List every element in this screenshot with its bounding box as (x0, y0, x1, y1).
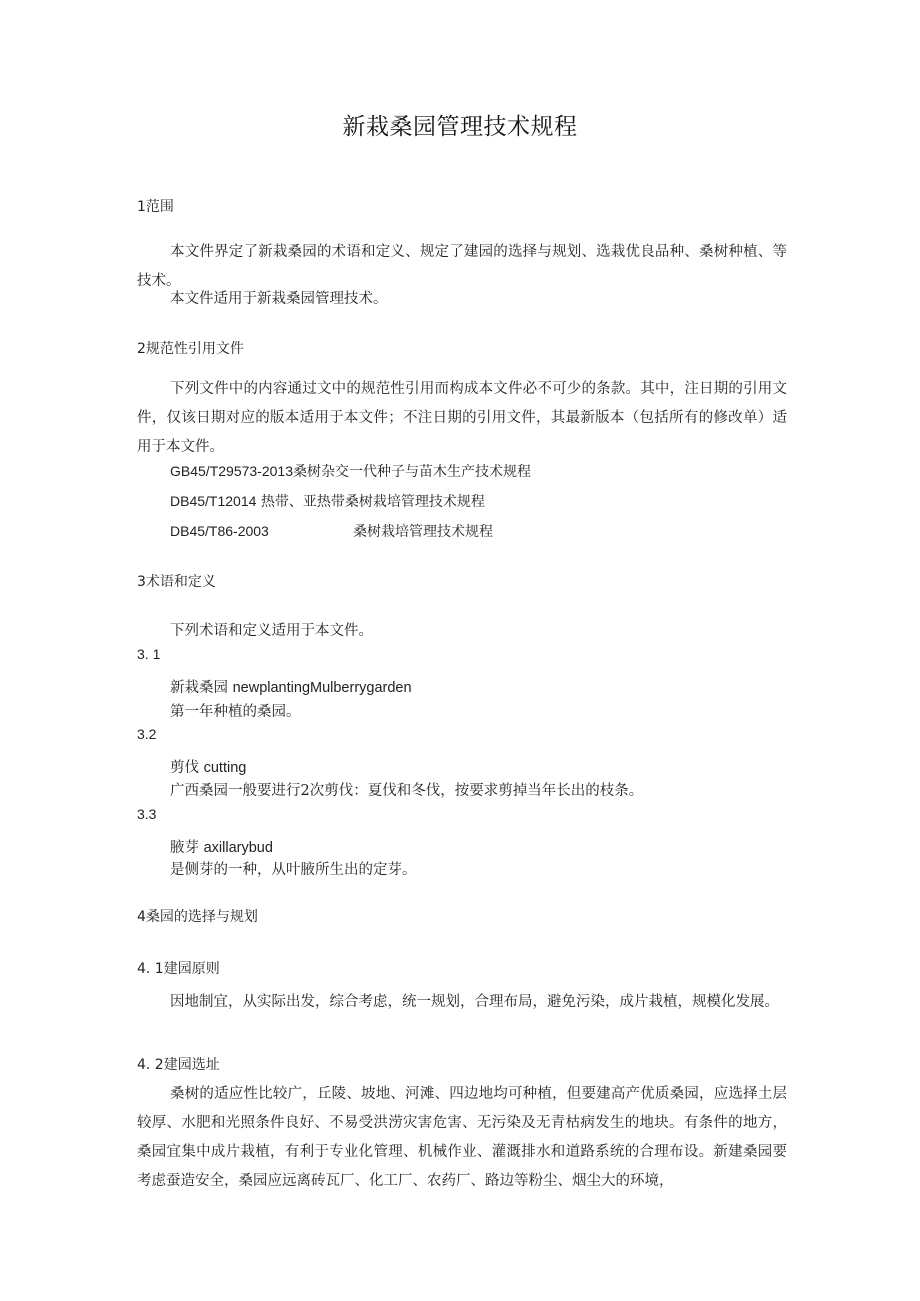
reference-item (170, 521, 493, 541)
term-name (170, 836, 273, 857)
reference-item (170, 461, 531, 481)
term-name (170, 676, 412, 697)
section-1-paragraph-1: 本文件界定了新栽桑园的术语和定义、规定了建园的选择与规划、选栽优良品种、桑树种植、等技术。 (137, 244, 787, 289)
section-1-heading: 1范围 (137, 199, 174, 215)
reference-code: GB45/T29573-2013 (170, 463, 293, 479)
reference-item (170, 491, 485, 511)
term-number: 3.3 (137, 806, 157, 822)
term-definition: 是侧芽的一种，从叶腋所生出的定芽。 (170, 862, 417, 878)
term-name-cn: 腋芽 (170, 840, 199, 856)
subsection-4-2-paragraph: 桑树的适应性比较广，丘陵、坡地、河滩、四边地均可种植，但要建高产优质桑园，应选择土层较厚、水肥和光照条件良好、不易受洪涝灾害危害、无污染及无青枯病发生的地块。有条件的地方，桑园宜集中成片栽植，有利于专业化管理、机械作业、灌溉排水和道路系统的合理布设。新建桑园要考虑蚕造安全，桑园应远离砖瓦厂、化工厂、农药厂、路边等粉尘、烟尘大的环境， (137, 1086, 787, 1189)
reference-title: 热带、亚热带桑树栽培管理技术规程 (260, 494, 485, 510)
subsection-4-2-heading: 4. 2建园选址 (137, 1057, 220, 1073)
subsection-4-1-paragraph: 因地制宜，从实际出发，综合考虑，统一规划，合理布局，避免污染，成片栽植，规模化发展。 (170, 994, 779, 1010)
term-definition: 第一年种植的桑园。 (170, 704, 301, 720)
term-number: 3.2 (137, 726, 157, 742)
term-name-cn: 剪伐 (170, 760, 199, 776)
section-2-heading: 2规范性引用文件 (137, 341, 244, 357)
reference-code: DB45/T86-2003 (170, 523, 269, 539)
term-definition: 广西桑园一般要进行2次剪伐：夏伐和冬伐，按要求剪掉当年长出的枝条。 (170, 783, 644, 799)
term-name-en: newplantingMulberrygarden (232, 680, 412, 696)
term-name-en: cutting (203, 760, 247, 776)
section-4-heading: 4桑园的选择与规划 (137, 909, 258, 925)
term-number: 3. 1 (137, 646, 161, 662)
document-title: 新栽桑园管理技术规程 (342, 114, 578, 140)
section-3-intro: 下列术语和定义适用于本文件。 (170, 623, 373, 639)
reference-title: 桑树杂交一代种子与苗木生产技术规程 (292, 464, 531, 480)
reference-code: DB45/T12014 (170, 493, 257, 509)
section-2-paragraph: 下列文件中的内容通过文中的规范性引用而构成本文件必不可少的条款。其中，注日期的引用文件，仅该日期对应的版本适用于本文件；不注日期的引用文件，其最新版本（包括所有的修改单）适用于本文件。 (137, 381, 787, 455)
term-name (170, 756, 246, 777)
term-name-en: axillarybud (203, 840, 273, 856)
section-1-paragraph-2: 本文件适用于新栽桑园管理技术。 (170, 291, 388, 307)
reference-title: 桑树栽培管理技术规程 (353, 524, 493, 540)
term-name-cn: 新栽桑园 (170, 680, 228, 696)
section-3-heading: 3术语和定义 (137, 574, 216, 590)
subsection-4-1-heading: 4. 1建园原则 (137, 961, 220, 977)
